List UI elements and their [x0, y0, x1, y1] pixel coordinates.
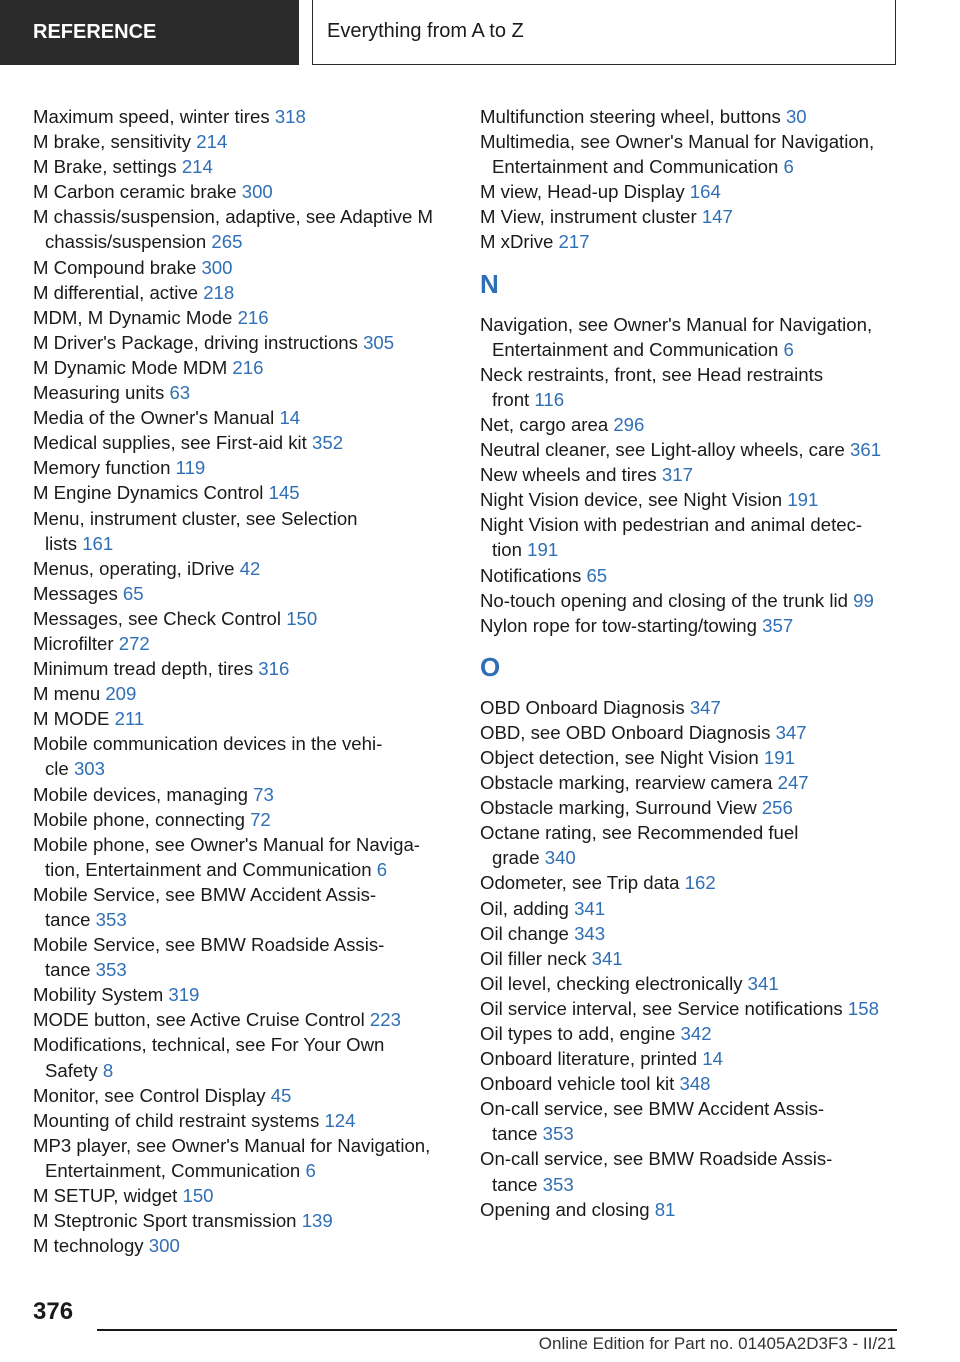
- index-entry-term: Safety: [45, 1059, 98, 1081]
- page-link[interactable]: 6: [783, 338, 794, 360]
- index-entry-term: Mobile devices, managing: [33, 783, 248, 805]
- index-entry: [480, 312, 910, 362]
- index-entry: [33, 982, 463, 1007]
- index-entry: [480, 104, 910, 129]
- index-entry: [33, 656, 463, 681]
- index-entry-term: M Steptronic Sport transmission: [33, 1210, 297, 1232]
- page-link[interactable]: 317: [661, 464, 693, 486]
- index-letter-n: N: [480, 268, 499, 299]
- index-entry-term: Obstacle marking, Surround View: [480, 797, 757, 819]
- page-link[interactable]: 65: [122, 582, 144, 604]
- index-entry-term: M technology: [33, 1235, 144, 1257]
- index-entry: [480, 563, 910, 588]
- index-entry: [33, 305, 463, 330]
- page-link[interactable]: 216: [237, 306, 269, 328]
- page-link[interactable]: 303: [73, 758, 105, 780]
- footer-divider: [97, 1329, 897, 1331]
- page-header: [0, 0, 960, 66]
- index-entry: [480, 795, 910, 820]
- page-link[interactable]: 318: [274, 106, 306, 127]
- index-entry: [480, 1096, 910, 1146]
- page-link[interactable]: 247: [777, 772, 809, 794]
- page-link[interactable]: 341: [747, 972, 779, 994]
- index-entry-term: Nylon rope for tow-starting/towing: [480, 614, 757, 636]
- index-entry: [33, 204, 463, 254]
- index-entry-term: On-call service, see BMW Roadside Assis-: [480, 1148, 833, 1170]
- index-entry: [33, 330, 463, 355]
- index-entry: [33, 832, 463, 882]
- index-entry-term: front: [492, 388, 530, 410]
- index-entry: [480, 946, 910, 971]
- page-link[interactable]: 300: [241, 181, 273, 203]
- index-entry-term: Obstacle marking, rearview camera: [480, 772, 773, 794]
- page-link[interactable]: 73: [253, 783, 274, 805]
- page-link[interactable]: 162: [684, 872, 716, 894]
- index-entry: [33, 179, 463, 204]
- page-link[interactable]: 216: [232, 356, 264, 378]
- page-link[interactable]: 139: [301, 1210, 333, 1232]
- index-entry-term: M xDrive: [480, 231, 554, 253]
- index-entry-term: M Engine Dynamics Control: [33, 482, 264, 504]
- index-entry: [480, 1197, 910, 1222]
- page-link[interactable]: 158: [847, 997, 879, 1019]
- index-entry-term: Measuring units: [33, 382, 165, 404]
- page-link[interactable]: 347: [775, 721, 807, 743]
- index-entry: [33, 255, 463, 280]
- index-entry-term: Multifunction steering wheel, buttons: [480, 106, 781, 127]
- index-entry-term: tion, Entertainment and Communication: [45, 858, 372, 880]
- index-entry-term: Oil level, checking electronically: [480, 972, 743, 994]
- page-link[interactable]: 161: [82, 532, 114, 554]
- index-entry: [480, 512, 910, 562]
- index-entry: [33, 681, 463, 706]
- index-entry: [480, 129, 910, 179]
- page-link[interactable]: 6: [305, 1159, 316, 1181]
- index-entry: [480, 1046, 910, 1071]
- page-link[interactable]: 191: [787, 489, 819, 511]
- index-entry-term: On-call service, see BMW Accident Assis-: [480, 1098, 825, 1120]
- index-entry-term: Neutral cleaner, see Light-alloy wheels, care: [480, 439, 845, 461]
- index-entry-term: Media of the Owner's Manual: [33, 407, 275, 429]
- index-entry-term: M Dynamic Mode MDM: [33, 356, 228, 378]
- index-entry: [480, 971, 910, 996]
- index-entry-term: Opening and closing: [480, 1198, 650, 1220]
- page-link[interactable]: 357: [762, 614, 794, 636]
- index-entry-term: tion: [492, 539, 522, 561]
- index-entry: [33, 731, 463, 781]
- index-entry-term: MDM, M Dynamic Mode: [33, 306, 233, 328]
- index-entry-term: Oil, adding: [480, 897, 569, 919]
- index-entry-term: Entertainment and Communication: [492, 156, 779, 178]
- page-link[interactable]: 150: [182, 1185, 214, 1207]
- page-link[interactable]: 353: [542, 1173, 574, 1195]
- index-column-left: [33, 104, 463, 1258]
- chapter-title: Everything from A to Z: [312, 0, 896, 65]
- index-entry: [33, 405, 463, 430]
- index-entry-term: M SETUP, widget: [33, 1185, 178, 1207]
- index-entry-term: Night Vision device, see Night Vision: [480, 489, 783, 511]
- index-entry: [480, 820, 910, 870]
- page-link[interactable]: 72: [250, 808, 271, 830]
- index-entry: [480, 1146, 910, 1196]
- page-link[interactable]: 347: [689, 696, 721, 718]
- index-entry: [480, 1021, 910, 1046]
- index-entry-term: M Brake, settings: [33, 156, 177, 178]
- index-entry-term: M Carbon ceramic brake: [33, 181, 237, 203]
- page-link[interactable]: 341: [591, 947, 623, 969]
- index-entry: [480, 695, 910, 720]
- index-entry: [33, 807, 463, 832]
- index-entry-term: Memory function: [33, 457, 171, 479]
- page-link[interactable]: 164: [689, 181, 721, 203]
- index-entry-term: Onboard literature, printed: [480, 1048, 698, 1070]
- page-link[interactable]: 256: [761, 797, 793, 819]
- index-entry: [33, 1007, 463, 1032]
- page-link[interactable]: 353: [542, 1123, 574, 1145]
- page-link[interactable]: 361: [850, 439, 882, 461]
- index-entry-term: Messages: [33, 582, 118, 604]
- index-entry-term: Minimum tread depth, tires: [33, 658, 254, 680]
- page-link[interactable]: 214: [181, 156, 213, 178]
- index-entry: [33, 581, 463, 606]
- index-entry-term: Microfilter: [33, 632, 114, 654]
- index-entry: [480, 996, 910, 1021]
- page-number: 376: [33, 1298, 74, 1325]
- index-entry: [33, 1183, 463, 1208]
- index-entry: [480, 179, 910, 204]
- page-link[interactable]: 353: [95, 959, 127, 981]
- index-entry-term: Notifications: [480, 564, 582, 586]
- page-link[interactable]: 63: [169, 382, 191, 404]
- index-entry-term: M brake, sensitivity: [33, 131, 192, 153]
- index-entry: [33, 706, 463, 731]
- index-entry-term: M chassis/suspension, adaptive, see Adaptive M: [33, 206, 433, 228]
- page-link[interactable]: 218: [203, 281, 235, 303]
- index-entry: [33, 480, 463, 505]
- page-link[interactable]: 45: [270, 1084, 292, 1106]
- page-link[interactable]: 150: [286, 607, 318, 629]
- index-entry-term: Mounting of child restraint systems: [33, 1109, 320, 1131]
- edition-info: Online Edition for Part no. 01405A2D3F3 - II/21: [538, 1334, 896, 1353]
- index-entry: [33, 280, 463, 305]
- index-entry-term: lists: [45, 532, 78, 554]
- index-entry: [480, 1071, 910, 1096]
- index-entry: [33, 1133, 463, 1183]
- index-entry-term: Modifications, technical, see For Your Own: [33, 1034, 385, 1056]
- index-entry-term: chassis/suspension: [45, 231, 207, 253]
- index-entry: [480, 362, 910, 412]
- page-link[interactable]: 191: [763, 746, 795, 768]
- index-entry-term: No-touch opening and closing of the trunk lid: [480, 589, 848, 611]
- index-entry: [480, 204, 910, 229]
- index-entry: [480, 613, 910, 638]
- index-entry-term: Oil filler neck: [480, 947, 587, 969]
- index-entry-term: Mobile phone, connecting: [33, 808, 245, 830]
- page-link[interactable]: 99: [853, 589, 874, 611]
- page-link[interactable]: 8: [102, 1059, 114, 1081]
- page-link[interactable]: 265: [211, 231, 243, 253]
- index-entry: [480, 462, 910, 487]
- page-link[interactable]: 14: [702, 1048, 723, 1070]
- page-link[interactable]: 340: [544, 847, 576, 869]
- index-entry: [480, 921, 910, 946]
- page-link[interactable]: 65: [586, 564, 608, 586]
- page-link[interactable]: 342: [680, 1023, 712, 1044]
- index-entry: [480, 720, 910, 745]
- page-link[interactable]: 209: [105, 683, 137, 705]
- page-link[interactable]: 272: [118, 632, 150, 654]
- index-entry: [33, 154, 463, 179]
- index-entry-term: M menu: [33, 683, 101, 705]
- index-entry: [480, 896, 910, 921]
- page-link[interactable]: 119: [175, 457, 206, 479]
- page-link[interactable]: 300: [201, 256, 233, 278]
- page-link[interactable]: 223: [369, 1009, 401, 1031]
- page-link[interactable]: 319: [168, 984, 200, 1006]
- index-entry-term: New wheels and tires: [480, 464, 657, 486]
- index-entry: [33, 1108, 463, 1133]
- index-entry-term: Monitor, see Control Display: [33, 1084, 266, 1106]
- index-entry-term: M Driver's Package, driving instructions: [33, 331, 358, 353]
- page-link[interactable]: 14: [279, 407, 301, 429]
- index-entry: [33, 430, 463, 455]
- index-entry-term: Entertainment, Communication: [45, 1159, 301, 1181]
- index-entry-term: Medical supplies, see First-aid kit: [33, 432, 307, 454]
- page-link[interactable]: 211: [114, 708, 145, 730]
- index-entry-term: M MODE: [33, 708, 110, 730]
- index-group-n: [480, 312, 910, 638]
- page-link[interactable]: 300: [148, 1235, 180, 1257]
- index-entry: [33, 882, 463, 932]
- index-entry-term: Oil service interval, see Service notifications: [480, 997, 843, 1019]
- index-entry-term: Mobile Service, see BMW Roadside Assis-: [33, 934, 385, 956]
- page-link[interactable]: 81: [654, 1198, 676, 1220]
- index-entry: [480, 412, 910, 437]
- page-link[interactable]: 341: [574, 897, 606, 919]
- index-entry: [480, 588, 910, 613]
- page-link[interactable]: 296: [613, 413, 645, 435]
- index-entry-term: Multimedia, see Owner's Manual for Navigation,: [480, 131, 875, 153]
- index-entry-term: Menu, instrument cluster, see Selection: [33, 507, 358, 529]
- page-link[interactable]: 353: [95, 909, 127, 930]
- index-entry: [33, 1083, 463, 1108]
- index-entry-term: M Compound brake: [33, 256, 197, 278]
- page-link[interactable]: 348: [679, 1073, 711, 1095]
- index-entry: [480, 487, 910, 512]
- index-entry-term: Neck restraints, front, see Head restraints: [480, 363, 824, 385]
- index-entry-term: Night Vision with pedestrian and animal detec-: [480, 514, 863, 536]
- index-entry: [480, 770, 910, 795]
- index-entry: [33, 1032, 463, 1082]
- index-entry: [33, 606, 463, 631]
- index-entry-term: Odometer, see Trip data: [480, 872, 680, 894]
- page-link[interactable]: 217: [558, 231, 590, 253]
- index-entry: [33, 104, 463, 129]
- index-entry-term: Navigation, see Owner's Manual for Navigation,: [480, 313, 873, 335]
- page-link[interactable]: 116: [534, 388, 565, 410]
- index-group-o: [480, 695, 910, 1222]
- index-entry-term: Oil types to add, engine: [480, 1023, 676, 1044]
- index-entry-term: M View, instrument cluster: [480, 206, 697, 228]
- index-entry-term: Mobility System: [33, 984, 164, 1006]
- index-entry: [480, 870, 910, 895]
- index-entry: [33, 631, 463, 656]
- page-link[interactable]: 191: [527, 539, 559, 561]
- index-entry-term: tance: [492, 1123, 538, 1145]
- section-label: REFERENCE: [0, 0, 299, 65]
- index-entry: [33, 455, 463, 480]
- index-entry-term: Oil change: [480, 922, 569, 944]
- index-entry: [33, 355, 463, 380]
- index-entry: [33, 380, 463, 405]
- index-entry-term: Mobile phone, see Owner's Manual for Naviga-: [33, 833, 420, 855]
- index-letter-o: O: [480, 651, 501, 682]
- index-entry-term: Onboard vehicle tool kit: [480, 1073, 675, 1095]
- index-entry: [33, 129, 463, 154]
- index-entry-term: tance: [45, 909, 91, 930]
- index-entry-term: M view, Head-up Display: [480, 181, 685, 203]
- page-link[interactable]: 214: [196, 131, 228, 153]
- index-entry-term: Object detection, see Night Vision: [480, 746, 759, 768]
- index-entry: [33, 782, 463, 807]
- index-entry: [33, 556, 463, 581]
- index-entry-term: Entertainment and Communication: [492, 338, 779, 360]
- page-link[interactable]: 6: [376, 858, 388, 880]
- index-entry-term: Net, cargo area: [480, 413, 609, 435]
- index-entry-term: tance: [45, 959, 91, 981]
- index-entry-term: cle: [45, 758, 69, 780]
- index-entry: [33, 1208, 463, 1233]
- page-link[interactable]: 352: [312, 432, 344, 454]
- index-entry-term: Maximum speed, winter tires: [33, 106, 270, 127]
- page-link[interactable]: 6: [783, 156, 794, 178]
- page-link[interactable]: 42: [239, 557, 261, 579]
- index-entry-term: M differential, active: [33, 281, 199, 303]
- page-link[interactable]: 145: [268, 482, 300, 504]
- index-column-right: [480, 104, 910, 1222]
- page-link[interactable]: 147: [701, 206, 733, 228]
- page-link[interactable]: 305: [363, 331, 395, 353]
- index-entry: [480, 745, 910, 770]
- index-entry-term: Mobile communication devices in the vehi-: [33, 733, 383, 755]
- index-entry-term: Mobile Service, see BMW Accident Assis-: [33, 883, 377, 905]
- index-entry: [33, 1233, 463, 1258]
- index-entry-term: Octane rating, see Recommended fuel: [480, 822, 799, 844]
- page-link[interactable]: 30: [785, 106, 807, 127]
- index-entry: [480, 437, 910, 462]
- index-entry-term: Messages, see Check Control: [33, 607, 282, 629]
- index-entry: [480, 229, 910, 254]
- index-entry-term: MP3 player, see Owner's Manual for Navigation,: [33, 1134, 431, 1156]
- page-link[interactable]: 316: [258, 658, 290, 680]
- page-link[interactable]: 124: [324, 1109, 356, 1131]
- index-entry-term: OBD Onboard Diagnosis: [480, 696, 685, 718]
- index-entry-term: Menus, operating, iDrive: [33, 557, 235, 579]
- index-entry-term: MODE button, see Active Cruise Control: [33, 1009, 365, 1031]
- index-entry-term: tance: [492, 1173, 538, 1195]
- index-entry-term: OBD, see OBD Onboard Diagnosis: [480, 721, 771, 743]
- index-entry-term: grade: [492, 847, 540, 869]
- index-entry: [33, 506, 463, 556]
- page-link[interactable]: 343: [574, 922, 606, 944]
- index-group-m-continued: [480, 104, 910, 255]
- index-entry: [33, 932, 463, 982]
